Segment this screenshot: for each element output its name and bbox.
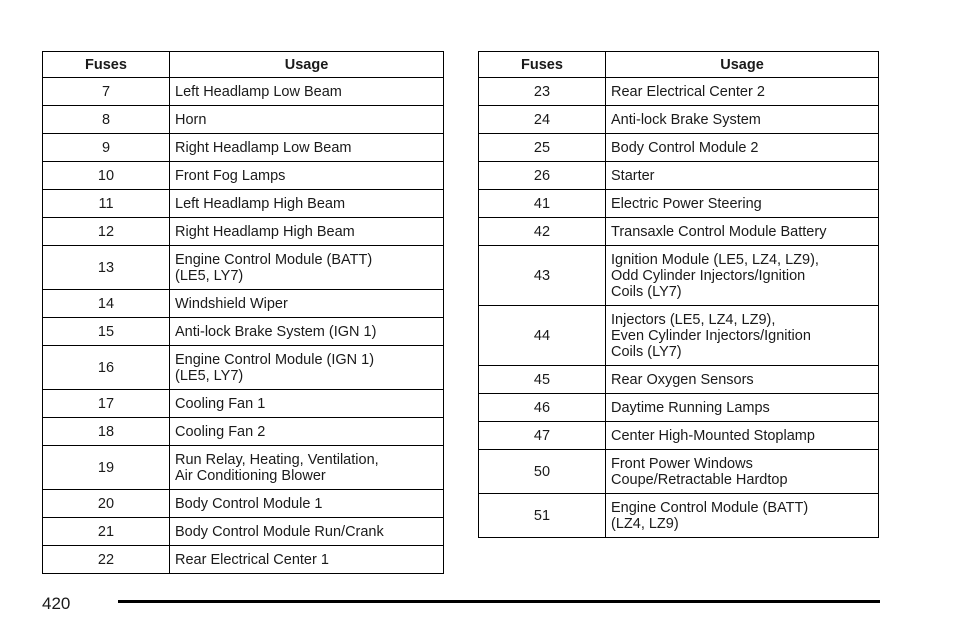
fuse-usage-cell: Horn — [170, 106, 444, 134]
fuse-number-cell: 7 — [43, 78, 170, 106]
fuse-usage-cell: Engine Control Module (BATT) (LE5, LY7) — [170, 246, 444, 290]
table-body — [43, 78, 444, 574]
fuse-usage-cell: Anti-lock Brake System (IGN 1) — [170, 318, 444, 346]
fuse-number-cell: 16 — [43, 346, 170, 390]
fuse-usage-cell: Injectors (LE5, LZ4, LZ9), Even Cylinder Injectors/Ignition Coils (LY7) — [606, 306, 879, 366]
table-row — [43, 318, 444, 346]
fuse-usage-cell: Anti-lock Brake System — [606, 106, 879, 134]
table-row — [43, 162, 444, 190]
fuse-usage-cell: Center High-Mounted Stoplamp — [606, 422, 879, 450]
table-row — [479, 218, 879, 246]
table-row — [43, 134, 444, 162]
fuse-usage-cell: Transaxle Control Module Battery — [606, 218, 879, 246]
table-row — [479, 394, 879, 422]
fuse-number-cell: 21 — [43, 518, 170, 546]
fuse-usage-cell: Rear Electrical Center 2 — [606, 78, 879, 106]
table-header-row — [43, 52, 444, 78]
table-row — [43, 218, 444, 246]
fuse-usage-cell: Body Control Module 1 — [170, 490, 444, 518]
table-row — [479, 162, 879, 190]
table-row — [479, 450, 879, 494]
fuse-number-cell: 51 — [479, 494, 606, 538]
fuse-usage-cell: Starter — [606, 162, 879, 190]
table-row — [479, 78, 879, 106]
table-row — [43, 418, 444, 446]
table-row — [43, 490, 444, 518]
fuse-usage-cell: Windshield Wiper — [170, 290, 444, 318]
fuse-number-cell: 12 — [43, 218, 170, 246]
fuse-usage-cell: Body Control Module 2 — [606, 134, 879, 162]
fuse-usage-cell: Electric Power Steering — [606, 190, 879, 218]
table-row — [43, 446, 444, 490]
fuse-number-cell: 24 — [479, 106, 606, 134]
fuse-number-cell: 46 — [479, 394, 606, 422]
column-header-fuses: Fuses — [479, 52, 606, 78]
fuse-number-cell: 41 — [479, 190, 606, 218]
fuse-number-cell: 42 — [479, 218, 606, 246]
table-row — [43, 106, 444, 134]
fuse-usage-cell: Daytime Running Lamps — [606, 394, 879, 422]
fuse-usage-cell: Right Headlamp High Beam — [170, 218, 444, 246]
fuse-number-cell: 20 — [43, 490, 170, 518]
table-row — [479, 422, 879, 450]
page-number: 420 — [42, 594, 71, 613]
fuse-number-cell: 25 — [479, 134, 606, 162]
fuse-number-cell: 18 — [43, 418, 170, 446]
table-row — [479, 134, 879, 162]
fuse-usage-cell: Engine Control Module (IGN 1) (LE5, LY7) — [170, 346, 444, 390]
table-row — [43, 546, 444, 574]
table-row — [479, 106, 879, 134]
fuse-number-cell: 8 — [43, 106, 170, 134]
table-row — [479, 366, 879, 394]
fuse-number-cell: 11 — [43, 190, 170, 218]
fuse-number-cell: 15 — [43, 318, 170, 346]
fuse-table-right — [478, 51, 879, 538]
table-row — [43, 78, 444, 106]
fuse-number-cell: 44 — [479, 306, 606, 366]
fuse-number-cell: 14 — [43, 290, 170, 318]
column-header-usage: Usage — [606, 52, 879, 78]
fuse-usage-cell: Left Headlamp Low Beam — [170, 78, 444, 106]
fuse-usage-cell: Cooling Fan 1 — [170, 390, 444, 418]
table-row — [479, 246, 879, 306]
fuse-usage-cell: Ignition Module (LE5, LZ4, LZ9), Odd Cylinder Injectors/Ignition Coils (LY7) — [606, 246, 879, 306]
fuse-number-cell: 23 — [479, 78, 606, 106]
fuse-usage-cell: Right Headlamp Low Beam — [170, 134, 444, 162]
fuse-usage-cell: Run Relay, Heating, Ventilation, Air Conditioning Blower — [170, 446, 444, 490]
fuse-number-cell: 13 — [43, 246, 170, 290]
fuse-usage-cell: Rear Electrical Center 1 — [170, 546, 444, 574]
column-header-fuses: Fuses — [43, 52, 170, 78]
table-row — [43, 246, 444, 290]
column-header-usage: Usage — [170, 52, 444, 78]
fuse-number-cell: 22 — [43, 546, 170, 574]
fuse-usage-cell: Front Power Windows Coupe/Retractable Hardtop — [606, 450, 879, 494]
table-row — [479, 494, 879, 538]
fuse-number-cell: 26 — [479, 162, 606, 190]
fuse-table-left — [42, 51, 444, 574]
fuse-number-cell: 50 — [479, 450, 606, 494]
fuse-number-cell: 47 — [479, 422, 606, 450]
fuse-usage-cell: Cooling Fan 2 — [170, 418, 444, 446]
table-row — [43, 290, 444, 318]
fuse-number-cell: 10 — [43, 162, 170, 190]
footer-rule — [118, 600, 880, 603]
fuse-number-cell: 9 — [43, 134, 170, 162]
fuse-usage-cell: Body Control Module Run/Crank — [170, 518, 444, 546]
table-row — [43, 390, 444, 418]
table-row — [479, 306, 879, 366]
fuse-number-cell: 43 — [479, 246, 606, 306]
table-row — [43, 518, 444, 546]
table-row — [43, 190, 444, 218]
fuse-usage-cell: Front Fog Lamps — [170, 162, 444, 190]
fuse-number-cell: 17 — [43, 390, 170, 418]
table-row — [479, 190, 879, 218]
fuse-usage-cell: Left Headlamp High Beam — [170, 190, 444, 218]
table-row — [43, 346, 444, 390]
fuse-usage-cell: Engine Control Module (BATT) (LZ4, LZ9) — [606, 494, 879, 538]
fuse-usage-cell: Rear Oxygen Sensors — [606, 366, 879, 394]
fuse-number-cell: 45 — [479, 366, 606, 394]
table-header-row — [479, 52, 879, 78]
fuse-number-cell: 19 — [43, 446, 170, 490]
table-body — [479, 78, 879, 538]
